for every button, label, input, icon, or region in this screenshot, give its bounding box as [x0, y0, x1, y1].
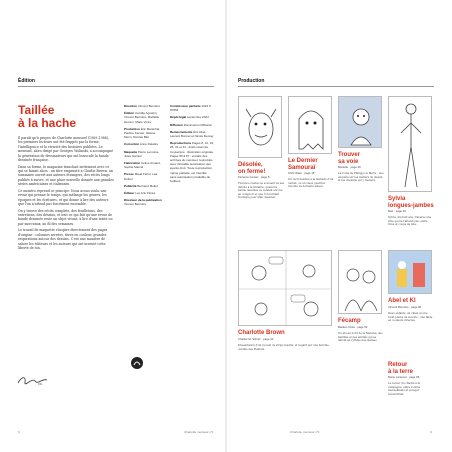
cartoon-panel: [288, 96, 332, 154]
cartoon-panel: [338, 96, 382, 148]
characters-sketch-icon: [339, 251, 382, 314]
article-body: [18, 136, 114, 372]
credit-entry: Correction Anne Delattre: [124, 142, 159, 147]
card-text: Sylvia, dix-huit ans, traverse une ville qui ne l'attend pas, entre rires et coups de tête.: [388, 216, 432, 227]
card-title: Retour à la terre: [388, 362, 414, 375]
page-number-left: 6: [18, 430, 20, 434]
credits-column: [124, 104, 164, 210]
card-author: Manu Larcenet · page 68: [388, 375, 420, 379]
card-text: La route de Philippe le Berre : une enquête sur les métiers du dessin et les chemins qui y mènent.: [338, 172, 384, 183]
character-sketch-icon: [339, 97, 382, 148]
card-title: Fécamp: [338, 318, 361, 324]
credit-entry: Publicité Bertrand Mollet: [124, 183, 158, 188]
section-heading-production: Production: [238, 78, 265, 84]
publisher-logo-icon: [130, 356, 144, 370]
card-text: Deux enfants, un chien et une forêt pleine de secrets : une fable en couleurs directes.: [388, 312, 433, 323]
card-text: Le retour du citadin à la campagne, entre voisins bienveillants et potager récalcitrant.: [388, 382, 421, 396]
running-footer-right: Charlotte mensuel n°1: [290, 430, 320, 434]
credit-entry: Fabrication Céline Arnaud, Sophie Marcel: [124, 161, 161, 170]
reproductions-block: Reproductions Pages 8, 12, 19, 25, 31 et 44 : droits réservés. Couverture : illustration originale. Pages 60 à 67 : extraits des archives du mensuel, reproduits avec l'aimable autorisation des ayants droit. Toute reproduction, même partielle, est interdite sans autorisation préalable de l'éditeur.: [170, 141, 214, 184]
credit-entry: Édition Camille Agostini, Vincent Bernière, Mathilde Hémon, Marie Vives: [124, 111, 160, 124]
card-author: Max · page 34: [388, 209, 406, 213]
signature-text: Ch.: [38, 382, 44, 386]
tall-figure-icon: [389, 97, 432, 192]
card-author: Florence Cestac · page 8: [238, 175, 270, 179]
cartoon-panel: [238, 96, 282, 158]
credit-entry: Presse Maud Fériel, Léa Dufour: [124, 172, 158, 181]
cartoon-panel: [338, 250, 382, 314]
legal-entry: Diffusion Flammarion Diffusion: [170, 122, 213, 127]
legal-entry: Commission paritaire 1024 K 87654: [170, 104, 212, 113]
credit-entry: Maquette Pierre Lemoine, Jules Garnier: [124, 149, 160, 158]
card-author: Vincent Bernière · page 60: [388, 305, 422, 309]
card-title: Abel et Kl: [388, 298, 416, 304]
dog-sketch-icon: [239, 97, 282, 158]
card-title: Le Dernier Samouraï: [288, 158, 318, 171]
paragraph: Ce numéro reprend ce principe. Nous avons voulu une revue qui prenne le temps, qui mélange les genres, les époques et les écritures, et qui donne à lire des auteurs que l'on n'attend pas forcément ensemble.: [18, 188, 109, 207]
card-title: Désolée, on ferme!: [238, 162, 266, 175]
legal-column: [170, 104, 214, 186]
page-number-right: 9: [430, 430, 432, 434]
color-illustration-icon: [389, 251, 432, 294]
paragraph: Il paraît qu'à propos de Charlotte mensuel (1969–1986), les premiers lecteurs ont été frappés par la forme, l'intelligence et la vivacité des histoires publiées. Le mensuel, alors dirigé par Georges Wolinski, a accompagné la génération de dessinateurs qui ont bousculé la bande dessinée française.: [18, 136, 113, 163]
paragraph: On y trouve des récits complets, des feuilletons, des entretiens, des dessins, et tout ce qui fait qu'une revue de bande dessinée reste un objet vivant, à lire d'une traite ou par morceaux, au fil des semaines.: [18, 208, 113, 226]
credit-entry: Éditeur Les Arts Florès: [124, 191, 156, 196]
title-line-2: à la hache: [18, 116, 77, 130]
paragraph: Dans sa forme, le magazine tranchait nettement avec ce qui se faisait alors : un titre emprunté à Charlie Brown, un sommaire ouvert aux auteurs étrangers, des récits longs publiés à suivre, et une place nouvelle donnée aux grandes séries américaines et italiennes.: [18, 164, 114, 187]
section-heading-edition: Édition: [18, 78, 35, 84]
legal-entry: Dépôt légal septembre 2024: [170, 115, 209, 120]
article-title: [18, 104, 108, 130]
section-rule: [18, 86, 214, 87]
card-author: Chris Ware · page 18: [288, 171, 315, 175]
card-text: Présentation d'un recueil de strips inédits, et regard sur une héroïne oubliée des Peanuts.: [238, 344, 329, 351]
paragraph: Le travail de maquette s'inspire directement des pages d'origine : colonnes serrées, titres en couleur, grandes respirations autour des dessins. C'est une manière de saluer les éditeurs et les auteurs qui ont inventé cette liberté de ton.: [18, 228, 108, 251]
cartoon-panel: [388, 96, 432, 192]
comic-strip-panel: [238, 250, 332, 326]
legal-entry: Remerciements Éric Abel, Laurent Bonnet et Nicole Demay: [170, 129, 214, 139]
card-text: Florence Cestac se souvient de ses débuts à la librairie, quand la bande dessinée se vendait encore au comptoir et que l'on fermait boutique pour aller dessiner.: [238, 182, 284, 200]
section-rule: [238, 86, 434, 87]
ghost-figure-icon: [289, 97, 332, 154]
card-title: Sylvia longues-jambes: [388, 196, 434, 209]
card-author: Mariette · page 26: [338, 165, 361, 169]
title-line-1: Taillée: [18, 103, 55, 117]
credit-entry: Direction Vincent Bernière: [124, 104, 160, 108]
card-title: Trouver sa voie: [338, 152, 361, 165]
running-footer-left: Charlotte mensuel n°1: [184, 430, 214, 434]
card-text: Un été au bord de la Manche, des familles et des amitiés qui se défont au rythme des marées.: [338, 332, 383, 343]
signature-graphic: [16, 374, 50, 386]
card-author: Bastien Vivès · page 52: [338, 325, 368, 329]
credit-entry: Production Éric Maréchal, Pauline Kersac, Hélène Morin, Nicolas Blot: [124, 126, 160, 140]
credit-entry: Directeur de la publication Vincent Bernière: [124, 198, 162, 207]
comic-strip-icon: [239, 251, 332, 326]
card-text: Un récit dessiné à la manière d'un carnet, où un vieux guerrier raconte sa dernière saison.: [288, 178, 334, 189]
color-panel: [388, 250, 432, 294]
card-author: Charles M. Schulz · page 42: [238, 337, 274, 341]
card-title: Charlotte Brown: [238, 330, 285, 336]
page-gutter: [225, 0, 227, 452]
